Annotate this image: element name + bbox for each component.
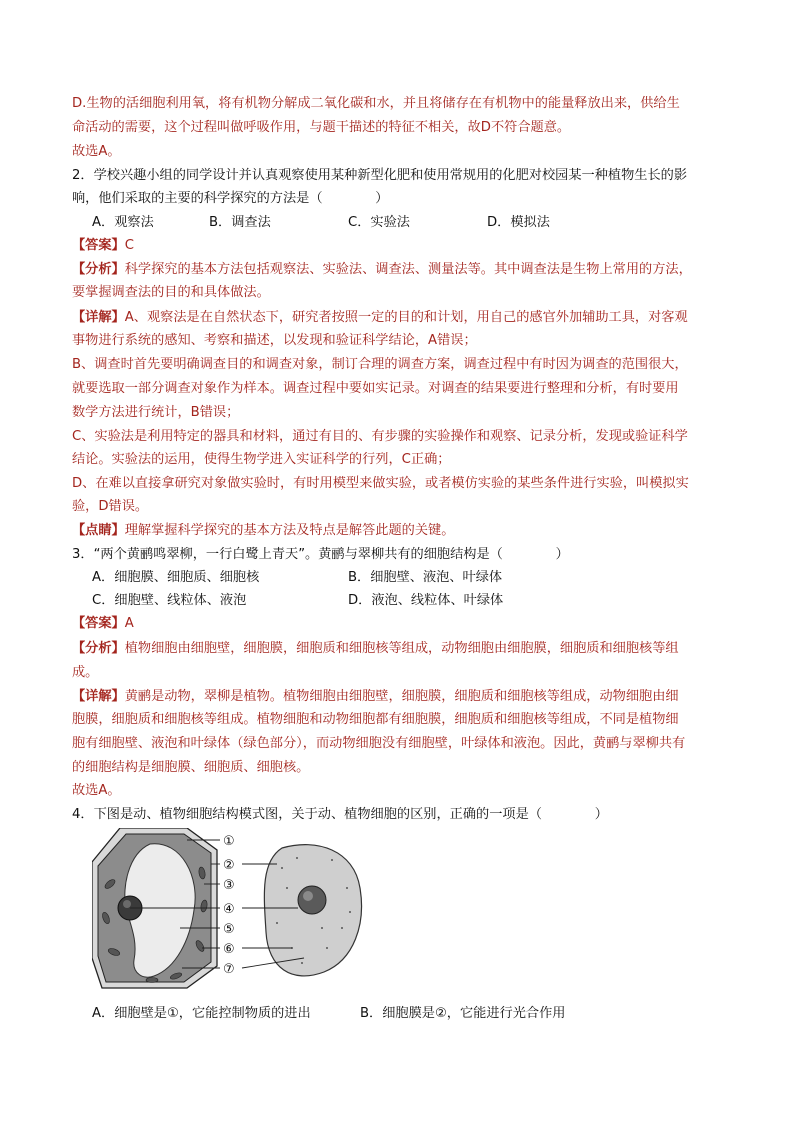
q2-analysis-line-1: 【分析】科学探究的基本方法包括观察法、实验法、调查法、测量法等。其中调查法是生物上常用的方法， (72, 262, 692, 277)
cell-structure-diagram (92, 828, 392, 998)
q4-option-b: B．细胞膜是②，它能进行光合作用 (360, 1006, 566, 1021)
q3-option-b: B．细胞壁、液泡、叶绿体 (348, 570, 503, 585)
q3-option-a: A．细胞膜、细胞质、细胞核 (92, 570, 260, 585)
label-4: ④ (223, 902, 235, 917)
question-2-stem-line-2: 响，他们采取的主要的科学探究的方法是（ ） (72, 191, 389, 206)
q2-analysis-line-2: 要掌握调查法的目的和具体做法。 (72, 285, 270, 300)
label-7: ⑦ (223, 962, 235, 977)
q3-answer: 【答案】A (72, 616, 134, 631)
q2-detail-line-8: D、在难以直接拿研究对象做实验时，有时用模型来做实验，或者模仿实验的某些条件进行实验，叫模拟实 (72, 476, 689, 491)
q2-detail-line-9: 验，D错误。 (72, 499, 149, 514)
label-3: ③ (223, 878, 235, 893)
q3-detail-line-3: 胞有细胞壁、液泡和叶绿体（绿色部分），而动物细胞没有细胞壁，叶绿体和液泡。因此，黄鹂与翠柳共有 (72, 736, 686, 751)
label-6: ⑥ (223, 942, 235, 957)
text-line-1: D.生物的活细胞利用氧，将有机物分解成二氧化碳和水，并且将储存在有机物中的能量释放出来，供给生 (72, 96, 680, 111)
q2-detail-line-3: B、调查时首先要明确调查目的和调查对象，制订合理的调查方案，调查过程中有时因为调查的范围很大， (72, 357, 688, 372)
q3-option-d: D．液泡、线粒体、叶绿体 (348, 593, 504, 608)
q3-detail-line-1: 【详解】黄鹂是动物，翠柳是植物。植物细胞由细胞壁，细胞膜，细胞质和细胞核等组成，动物细胞由细 (72, 689, 679, 704)
question-4-stem: 4．下图是动、植物细胞结构模式图，关于动、植物细胞的区别，正确的一项是（ ） (72, 807, 608, 822)
q2-detail-line-4: 就要选取一部分调查对象作为样本。调查过程中要如实记录。对调查的结果要进行整理和分析，有时要用 (72, 381, 679, 396)
q2-option-c: C．实验法 (348, 215, 410, 230)
q2-option-d: D．模拟法 (487, 215, 550, 230)
animal-nucleus (298, 886, 326, 914)
q2-option-b: B．调查法 (209, 215, 271, 230)
label-5: ⑤ (223, 922, 235, 937)
label-2: ② (223, 858, 235, 873)
q3-analysis-line-1: 【分析】植物细胞由细胞壁，细胞膜，细胞质和细胞核等组成，动物细胞由细胞膜，细胞质和细胞核等组 (72, 641, 679, 656)
q3-conclusion: 故选A。 (72, 783, 121, 798)
q2-detail-line-7: 结论。实验法的运用，使得生物学进入实证科学的行列，C正确； (72, 452, 451, 467)
text-line-2: 命活动的需要，这个过程叫做呼吸作用，与题干描述的特征不相关，故D不符合题意。 (72, 120, 571, 135)
q3-analysis-line-2: 成。 (72, 665, 99, 680)
q2-detail-line-5: 数学方法进行统计，B错误； (72, 405, 240, 420)
q2-detail-line-2: 事物进行系统的感知、考察和描述，以发现和验证科学结论，A错误； (72, 333, 477, 348)
q2-detail-line-1: 【详解】A、观察法是在自然状态下，研究者按照一定的目的和计划，用自己的感官外加辅助工具，对客观 (72, 310, 688, 325)
q3-option-c: C．细胞壁、线粒体、液泡 (92, 593, 247, 608)
question-3-stem: 3．“两个黄鹂鸣翠柳，一行白鹭上青天”。黄鹂与翠柳共有的细胞结构是（ ） (72, 547, 569, 562)
q2-detail-line-6: C、实验法是利用特定的器具和材料，通过有目的、有步骤的实验操作和观察、记录分析，发现或验证科学 (72, 429, 688, 444)
text-line-3: 故选A。 (72, 144, 121, 159)
question-2-stem-line-1: 2．学校兴趣小组的同学设计并认真观察使用某种新型化肥和使用常规用的化肥对校园某一种植物生长的影 (72, 168, 688, 183)
q2-answer: 【答案】C (72, 238, 134, 253)
q3-detail-line-4: 的细胞结构是细胞膜、细胞质、细胞核。 (72, 760, 310, 775)
q2-key-point: 【点睛】理解掌握科学探究的基本方法及特点是解答此题的关键。 (72, 523, 455, 538)
q2-option-a: A．观察法 (92, 215, 154, 230)
label-1: ① (223, 834, 235, 849)
q4-option-a: A．细胞壁是①，它能控制物质的进出 (92, 1006, 311, 1021)
q3-detail-line-2: 胞膜，细胞质和细胞核等组成。植物细胞和动物细胞都有细胞膜，细胞质和细胞核等组成，不同是植物细 (72, 712, 679, 727)
